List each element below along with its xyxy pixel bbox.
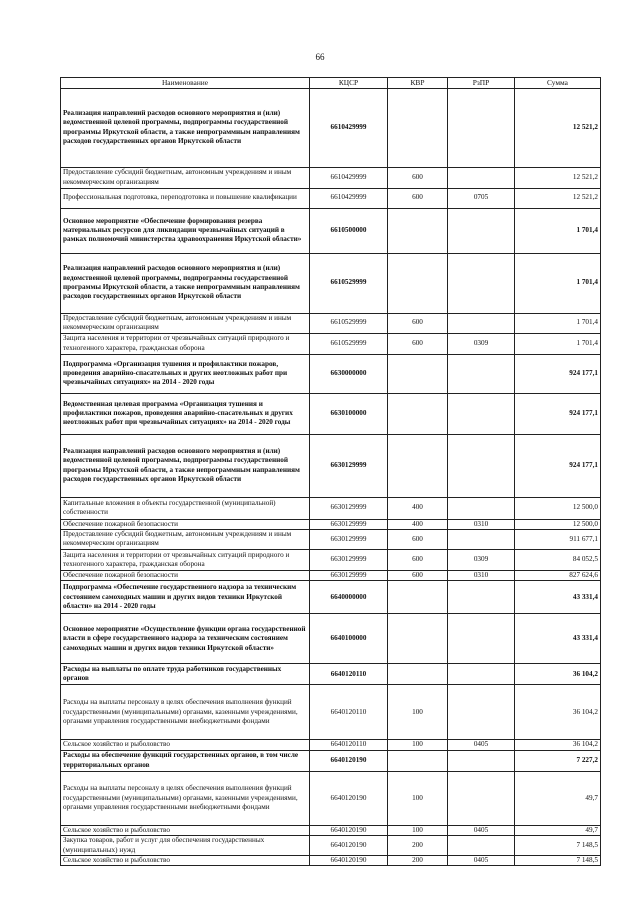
cell-name: Обеспечение пожарной безопасности — [61, 570, 310, 580]
cell-rzpr: 0309 — [448, 549, 515, 570]
table-row — [61, 549, 601, 570]
table-body — [61, 88, 601, 866]
cell-rzpr: 0309 — [448, 333, 515, 354]
cell-name: Реализация направлений расходов основного мероприятия и (или) ведомственной целевой программы, подпрограммы государственной программы Иркутской области, а также непрограммным направлениям расходов государственных органов Иркутской области — [61, 88, 310, 167]
cell-kvr: 600 — [388, 549, 448, 570]
cell-kcsr: 6610429999 — [310, 167, 388, 188]
table-row — [61, 519, 601, 529]
cell-name: Сельское хозяйство и рыболовство — [61, 856, 310, 866]
cell-rzpr — [448, 434, 515, 497]
table-row — [61, 167, 601, 188]
cell-sum: 7 227,2 — [515, 750, 601, 771]
cell-name: Предоставление субсидий бюджетным, автономным учреждениям и иным некоммерческим организациям — [61, 167, 310, 188]
cell-name: Сельское хозяйство и рыболовство — [61, 740, 310, 750]
table-row — [61, 393, 601, 434]
cell-sum: 924 177,1 — [515, 354, 601, 393]
table-row — [61, 771, 601, 825]
cell-sum: 84 052,5 — [515, 549, 601, 570]
cell-kvr — [388, 750, 448, 771]
cell-name: Реализация направлений расходов основного мероприятия и (или) ведомственной целевой программы, подпрограммы государственной программы Иркутской области, а также непрограммным направлениям расходов государственных органов Иркутской области — [61, 253, 310, 313]
header-name: Наименование — [61, 78, 310, 89]
cell-kcsr: 6630129999 — [310, 570, 388, 580]
table-row — [61, 208, 601, 253]
cell-sum: 36 104,2 — [515, 740, 601, 750]
cell-name: Защита населения и территории от чрезвычайных ситуаций природного и техногенного характера, гражданская оборона — [61, 549, 310, 570]
header-sum: Сумма — [515, 78, 601, 89]
budget-table — [60, 77, 601, 866]
cell-name: Расходы на выплаты по оплате труда работников государственных органов — [61, 664, 310, 685]
cell-rzpr: 0705 — [448, 188, 515, 208]
cell-name: Закупка товаров, работ и услуг для обеспечения государственных (муниципальных) нужд — [61, 836, 310, 856]
cell-kcsr: 6640120110 — [310, 685, 388, 740]
table-row — [61, 740, 601, 750]
table-row — [61, 253, 601, 313]
cell-sum: 12 521,2 — [515, 167, 601, 188]
cell-sum: 1 701,4 — [515, 313, 601, 333]
cell-name: Основное мероприятие «Осуществление функции органа государственной власти в сфере государственного надзора за техническим состоянием самоходных машин и других видов техники Иркутской области» — [61, 614, 310, 664]
cell-kvr — [388, 88, 448, 167]
cell-sum: 12 521,2 — [515, 88, 601, 167]
cell-rzpr — [448, 581, 515, 614]
table-row — [61, 529, 601, 549]
cell-kcsr: 6630129999 — [310, 497, 388, 519]
cell-sum: 7 148,5 — [515, 836, 601, 856]
cell-kvr: 200 — [388, 856, 448, 866]
cell-kcsr: 6630000000 — [310, 354, 388, 393]
cell-kvr: 600 — [388, 333, 448, 354]
cell-sum: 36 104,2 — [515, 685, 601, 740]
cell-sum: 49,7 — [515, 825, 601, 835]
cell-kvr: 600 — [388, 570, 448, 580]
cell-rzpr — [448, 167, 515, 188]
cell-rzpr — [448, 614, 515, 664]
cell-rzpr — [448, 836, 515, 856]
cell-rzpr — [448, 354, 515, 393]
cell-rzpr — [448, 750, 515, 771]
cell-name: Предоставление субсидий бюджетным, автономным учреждениям и иным некоммерческим организациям — [61, 313, 310, 333]
cell-kcsr: 6630129999 — [310, 529, 388, 549]
cell-rzpr — [448, 393, 515, 434]
cell-name: Предоставление субсидий бюджетным, автономным учреждениям и иным некоммерческим организациям — [61, 529, 310, 549]
cell-kvr: 100 — [388, 740, 448, 750]
table-row — [61, 836, 601, 856]
cell-kcsr: 6610529999 — [310, 333, 388, 354]
cell-rzpr — [448, 253, 515, 313]
cell-kvr: 100 — [388, 771, 448, 825]
cell-kcsr: 6640120190 — [310, 836, 388, 856]
cell-rzpr — [448, 497, 515, 519]
cell-sum: 924 177,1 — [515, 393, 601, 434]
cell-kvr: 600 — [388, 188, 448, 208]
cell-sum: 1 701,4 — [515, 253, 601, 313]
cell-kcsr: 6630129999 — [310, 549, 388, 570]
cell-kvr — [388, 354, 448, 393]
cell-kvr: 600 — [388, 167, 448, 188]
cell-kvr: 100 — [388, 825, 448, 835]
cell-sum: 827 624,6 — [515, 570, 601, 580]
table-row — [61, 664, 601, 685]
table-header-row — [61, 78, 601, 89]
table-row — [61, 750, 601, 771]
cell-kvr — [388, 664, 448, 685]
cell-kcsr: 6640120190 — [310, 825, 388, 835]
cell-sum: 36 104,2 — [515, 664, 601, 685]
cell-kcsr: 6610529999 — [310, 313, 388, 333]
cell-kvr — [388, 434, 448, 497]
cell-kcsr: 6640000000 — [310, 581, 388, 614]
cell-sum: 12 500,0 — [515, 519, 601, 529]
cell-kvr — [388, 208, 448, 253]
table-row — [61, 614, 601, 664]
cell-name: Профессиональная подготовка, переподготовка и повышение квалификации — [61, 188, 310, 208]
cell-kcsr: 6630129999 — [310, 434, 388, 497]
cell-kcsr: 6610500000 — [310, 208, 388, 253]
table-row — [61, 354, 601, 393]
cell-name: Ведомственная целевая программа «Организация тушения и профилактики пожаров, проведения аварийно-спасательных и других неотложных работ при чрезвычайных ситуациях» на 2014 - 2020 годы — [61, 393, 310, 434]
cell-name: Подпрограмма «Обеспечение государственного надзора за техническим состоянием самоходных машин и других видов техники Иркутской области» на 2014 - 2020 годы — [61, 581, 310, 614]
cell-kvr: 400 — [388, 519, 448, 529]
cell-rzpr — [448, 664, 515, 685]
table-row — [61, 581, 601, 614]
cell-sum: 7 148,5 — [515, 856, 601, 866]
cell-kcsr: 6640120190 — [310, 771, 388, 825]
cell-kvr: 200 — [388, 836, 448, 856]
cell-kcsr: 6640120190 — [310, 750, 388, 771]
table-row — [61, 88, 601, 167]
cell-sum: 43 331,4 — [515, 614, 601, 664]
table-row — [61, 570, 601, 580]
header-kcsr: КЦСР — [310, 78, 388, 89]
cell-name: Обеспечение пожарной безопасности — [61, 519, 310, 529]
cell-rzpr: 0310 — [448, 519, 515, 529]
page-number: 66 — [315, 52, 325, 62]
table-row — [61, 313, 601, 333]
table-row — [61, 333, 601, 354]
cell-name: Реализация направлений расходов основного мероприятия и (или) ведомственной целевой программы, подпрограммы государственной программы Иркутской области, а также непрограммным направлениям расходов государственных органов Иркутской области — [61, 434, 310, 497]
table-row — [61, 825, 601, 835]
cell-rzpr — [448, 208, 515, 253]
table-row — [61, 434, 601, 497]
cell-kcsr: 6640120110 — [310, 740, 388, 750]
cell-kvr — [388, 393, 448, 434]
cell-sum: 911 677,1 — [515, 529, 601, 549]
cell-rzpr — [448, 771, 515, 825]
cell-sum: 43 331,4 — [515, 581, 601, 614]
cell-rzpr — [448, 313, 515, 333]
cell-rzpr — [448, 88, 515, 167]
cell-name: Основное мероприятие «Обеспечение формирования резерва материальных ресурсов для ликвидации чрезвычайных ситуаций в рамках полномочий министерства здравоохранения Иркутской области» — [61, 208, 310, 253]
cell-name: Защита населения и территории от чрезвычайных ситуаций природного и техногенного характера, гражданская оборона — [61, 333, 310, 354]
cell-kcsr: 6640100000 — [310, 614, 388, 664]
cell-kcsr: 6640120110 — [310, 664, 388, 685]
cell-sum: 12 500,0 — [515, 497, 601, 519]
table-row — [61, 856, 601, 866]
cell-name: Сельское хозяйство и рыболовство — [61, 825, 310, 835]
cell-name: Подпрограмма «Организация тушения и профилактики пожаров, проведения аварийно-спасательных и других неотложных работ при чрезвычайных ситуациях» на 2014 - 2020 годы — [61, 354, 310, 393]
cell-kvr — [388, 253, 448, 313]
cell-kvr: 100 — [388, 685, 448, 740]
cell-kcsr: 6630100000 — [310, 393, 388, 434]
cell-name: Капитальные вложения в объекты государственной (муниципальной) собственности — [61, 497, 310, 519]
table-row — [61, 188, 601, 208]
table-row — [61, 497, 601, 519]
cell-kvr — [388, 614, 448, 664]
cell-sum: 1 701,4 — [515, 208, 601, 253]
cell-name: Расходы на выплаты персоналу в целях обеспечения выполнения функций государственными (муниципальными) органами, казенными учреждениями, органами управления государственными внебюджетными фондами — [61, 771, 310, 825]
table-row — [61, 685, 601, 740]
cell-kcsr: 6610529999 — [310, 253, 388, 313]
cell-rzpr: 0405 — [448, 825, 515, 835]
header-rzpr: РзПР — [448, 78, 515, 89]
cell-kcsr: 6610429999 — [310, 88, 388, 167]
cell-kvr: 400 — [388, 497, 448, 519]
cell-name: Расходы на обеспечение функций государственных органов, в том числе территориальных органов — [61, 750, 310, 771]
header-kvr: КВР — [388, 78, 448, 89]
cell-sum: 924 177,1 — [515, 434, 601, 497]
cell-sum: 49,7 — [515, 771, 601, 825]
cell-sum: 12 521,2 — [515, 188, 601, 208]
cell-rzpr: 0310 — [448, 570, 515, 580]
cell-kvr — [388, 581, 448, 614]
cell-kcsr: 6630129999 — [310, 519, 388, 529]
cell-kcsr: 6640120190 — [310, 856, 388, 866]
cell-rzpr: 0405 — [448, 856, 515, 866]
cell-kvr: 600 — [388, 529, 448, 549]
cell-rzpr: 0405 — [448, 740, 515, 750]
cell-rzpr — [448, 685, 515, 740]
cell-kvr: 600 — [388, 313, 448, 333]
cell-rzpr — [448, 529, 515, 549]
cell-sum: 1 701,4 — [515, 333, 601, 354]
cell-kcsr: 6610429999 — [310, 188, 388, 208]
cell-name: Расходы на выплаты персоналу в целях обеспечения выполнения функций государственными (муниципальными) органами, казенными учреждениями, органами управления государственными внебюджетными фондами — [61, 685, 310, 740]
